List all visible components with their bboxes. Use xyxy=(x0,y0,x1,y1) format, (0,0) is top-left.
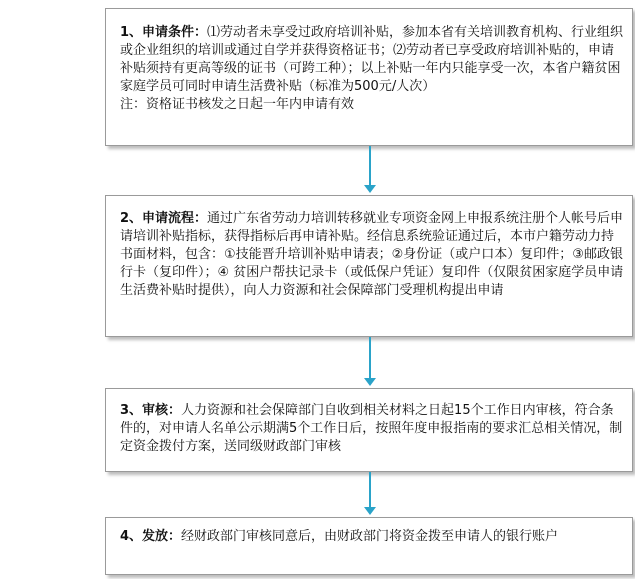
step-4-title: 4、发放： xyxy=(120,529,182,544)
arrow-down-icon xyxy=(359,146,381,195)
step-1-title: 1、申请条件： xyxy=(120,25,208,40)
step-2-body: 通过广东省劳动力培训转移就业专项资金网上申报系统注册个人帐号后申请培训补贴指标，获得指标后再申请补贴。经信息系统验证通过后，本市户籍劳动力持书面材料，包含：①技能晋升培训补贴申请表；②身份证（或户口本）复印件；③邮政银行卡（复印件）；④ 贫困户帮扶记录卡（或低保户凭证）复印件（仅限贫困家庭学员申请生活费补贴时提供），向人力资源和社会保障部门受理机构提出申请 xyxy=(120,211,624,298)
arrow-down-icon xyxy=(359,472,381,517)
step-1-box xyxy=(105,8,633,146)
step-3-title: 3、审核： xyxy=(120,403,182,418)
step-1-body: ⑴劳动者未享受过政府培训补贴，参加本省有关培训教育机构、行业组织或企业组织的培训或通过自学并获得资格证书；⑵劳动者已享受政府培训补贴的，申请补贴须持有更高等级的证书（可跨工种）；以上补贴一年内只能享受一次，本省户籍贫困家庭学员可同时申请生活费补贴（标准为500元/人次） xyxy=(120,25,624,94)
step-4-box xyxy=(105,517,633,575)
step-3-box xyxy=(105,388,633,472)
step-4-body: 经财政部门审核同意后，由财政部门将资金拨至申请人的银行账户 xyxy=(181,529,559,544)
step-1-note: 注：资格证书核发之日起一年内申请有效 xyxy=(120,97,355,112)
arrow-down-icon xyxy=(359,337,381,388)
step-2-box xyxy=(105,195,633,337)
step-2-title: 2、申请流程： xyxy=(120,211,208,226)
step-3-body: 人力资源和社会保障部门自收到相关材料之日起15个工作日内审核，符合条件的，对申请人名单公示期满5个工作日后，按照年度申报指南的要求汇总相关情况，制定资金拨付方案，送同级财政部门审核 xyxy=(120,403,623,454)
